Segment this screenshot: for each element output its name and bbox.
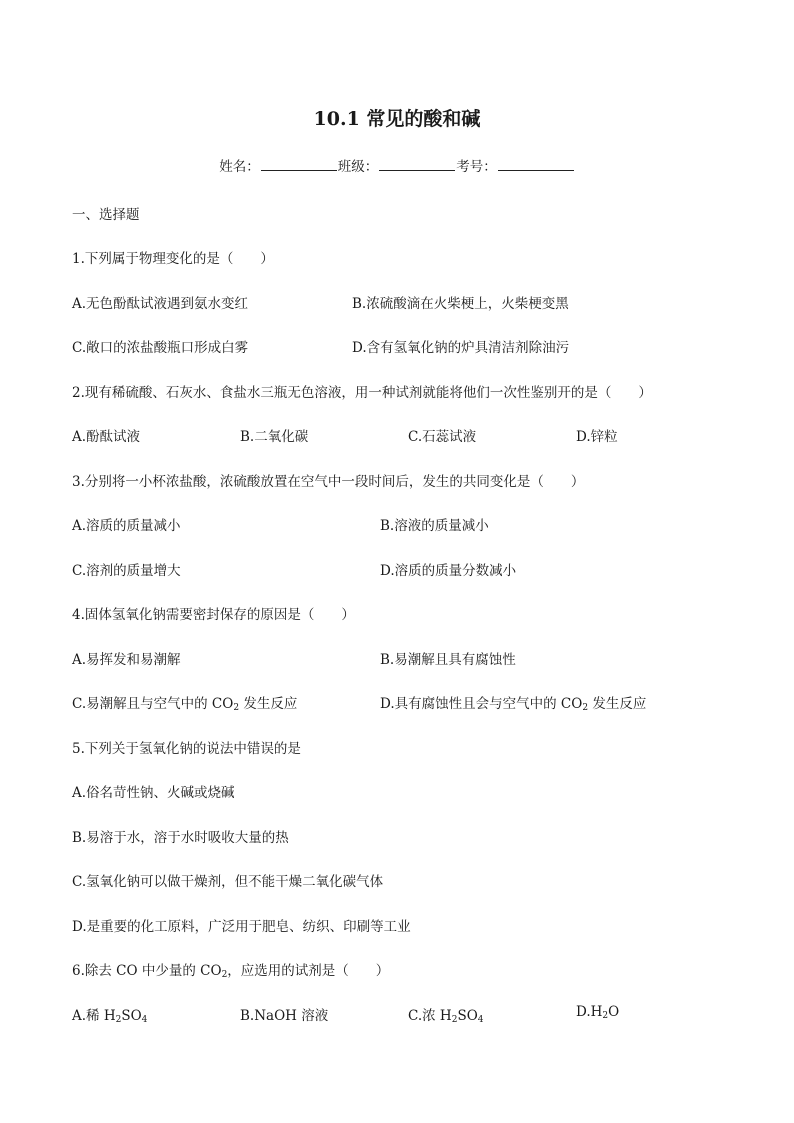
question-1-option-d: D.含有氢氧化钠的炉具清洁剂除油污 — [352, 340, 570, 356]
question-6-stem: 6.除去 CO 中少量的 $CO_2$，应选用的试剂是（ ） — [72, 963, 390, 980]
question-2-option-b: B.二氧化碳 — [240, 429, 309, 445]
question-4-stem: 4.固体氢氧化钠需要密封保存的原因是（ ） — [72, 607, 355, 623]
class-blank[interactable] — [379, 156, 455, 171]
question-3-option-a: A.溶质的质量减小 — [72, 518, 181, 534]
question-4-option-c: C.易潮解且与空气中的 $CO_2$ 发生反应 — [72, 696, 298, 713]
question-3-option-d: D.溶质的质量分数减小 — [380, 563, 517, 579]
question-3-option-b: B.溶液的质量减小 — [380, 518, 489, 534]
number-blank[interactable] — [498, 156, 574, 171]
page-title: 10.1 常见的酸和碱 — [313, 108, 481, 130]
question-3-option-c: C.溶剂的质量增大 — [72, 563, 181, 579]
question-1-stem: 1.下列属于物理变化的是（ ） — [72, 251, 274, 267]
question-6-option-d: $D.H_2O$ — [576, 1004, 620, 1021]
question-2-option-c: C.石蕊试液 — [408, 429, 477, 445]
question-4-option-d: D.具有腐蚀性且会与空气中的 $CO_2$ 发生反应 — [380, 696, 647, 713]
section-heading: 一、选择题 — [72, 207, 140, 223]
question-4-option-b: B.易潮解且具有腐蚀性 — [380, 652, 516, 668]
question-2-option-a: A.酚酞试液 — [72, 429, 141, 445]
question-6-option-c: C.浓 $H_2SO_4$ — [408, 1008, 484, 1025]
student-info-line — [0, 155, 794, 175]
name-blank[interactable] — [261, 156, 337, 171]
question-4-option-a: A.易挥发和易潮解 — [72, 652, 181, 668]
question-2-option-d: D.锌粒 — [576, 429, 618, 445]
question-3-stem: 3.分别将一小杯浓盐酸，浓硫酸放置在空气中一段时间后，发生的共同变化是（ ） — [72, 474, 585, 490]
number-label: 考号： — [456, 159, 497, 175]
question-2-stem: 2.现有稀硫酸、石灰水、食盐水三瓶无色溶液，用一种试剂就能将他们一次性鉴别开的是（ ） — [72, 385, 652, 401]
question-1-option-b: B.浓硫酸滴在火柴梗上，火柴梗变黑 — [352, 296, 569, 312]
question-6-option-a: A.稀 $H_2SO_4$ — [72, 1008, 148, 1025]
question-5-option-b: B.易溶于水，溶于水时吸收大量的热 — [72, 830, 289, 846]
question-1-option-a: A.无色酚酞试液遇到氨水变红 — [72, 296, 249, 312]
question-1-option-c: C.敞口的浓盐酸瓶口形成白雾 — [72, 340, 249, 356]
name-label: 姓名： — [219, 159, 260, 175]
question-5-option-d: D.是重要的化工原料，广泛用于肥皂、纺织、印刷等工业 — [72, 919, 411, 935]
class-label: 班级： — [337, 159, 379, 175]
question-5-option-a: A.俗名苛性钠、火碱或烧碱 — [72, 785, 235, 801]
question-5-stem: 5.下列关于氢氧化钠的说法中错误的是 — [72, 741, 301, 757]
question-5-option-c: C.氢氧化钠可以做干燥剂，但不能干燥二氧化碳气体 — [72, 874, 384, 890]
question-6-option-b: B.NaOH 溶液 — [240, 1008, 329, 1024]
